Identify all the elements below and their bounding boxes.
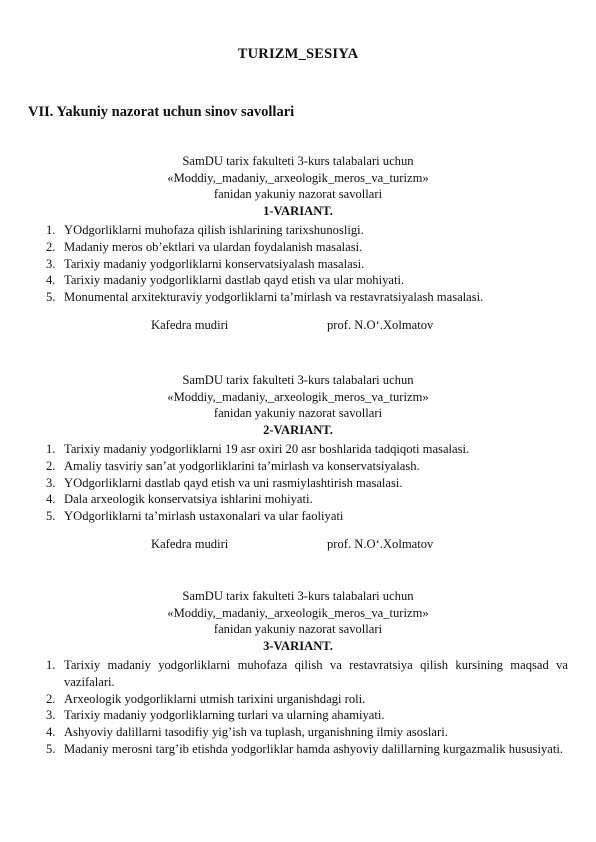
variant-label: 2-VARIANT.	[263, 422, 333, 437]
header-line: fanidan yakuniy nazorat savollari	[213, 187, 383, 201]
question-number: 4.	[46, 492, 56, 507]
question-text: Arxeologik yodgorliklarni utmish tarixini urganishdagi roli.	[64, 691, 366, 706]
question-list	[0, 441, 596, 525]
question-number: 3.	[46, 256, 56, 271]
question-item	[0, 222, 596, 239]
question-item	[0, 691, 596, 708]
question-text: Tarixiy madaniy yodgorliklarni 19 asr oxiri 20 asr boshlarida tadqiqoti masalasi.	[64, 442, 470, 456]
question-text: Madaniy merosni targ’ib etishda yodgorliklar hamda ashyoviy dalillarning kurgazmalik hususiyati.	[64, 741, 563, 756]
question-item	[0, 289, 596, 306]
question-number: 5.	[46, 290, 56, 305]
header-line: SamDU tarix fakulteti 3-kurs talabalari uchun	[182, 589, 414, 603]
signature-name: prof. N.O‘.Xolmatov	[327, 317, 434, 332]
question-number: 2.	[46, 458, 56, 473]
question-text: Tarixiy madaniy yodgorliklarni konservatsiyalash masalasi.	[64, 256, 365, 271]
question-number: 5.	[46, 509, 56, 524]
question-number: 2.	[46, 239, 56, 254]
question-number: 4.	[46, 725, 56, 740]
variant-label: 1-VARIANT.	[263, 203, 333, 218]
question-text: Amaliy tasviriy san’at yodgorliklarini ta’mirlash va konservatsiyalash.	[64, 458, 420, 473]
question-number: 4.	[46, 273, 56, 288]
signature-line	[0, 318, 596, 336]
variant-2-block	[0, 372, 596, 555]
header-line: SamDU tarix fakulteti 3-kurs talabalari uchun	[182, 373, 414, 387]
question-number: 1.	[46, 442, 56, 456]
question-text: Tarixiy madaniy yodgorliklarning turlari va ularning ahamiyati.	[64, 708, 385, 723]
variant-1-block	[0, 153, 596, 336]
question-list	[0, 222, 596, 306]
variant-1-header	[0, 153, 596, 219]
question-text: Tarixiy madaniy yodgorliklarni dastlab qayd etish va ular mohiyati.	[64, 273, 405, 288]
header-line: «Moddiy,_madaniy,_arxeologik_meros_va_turizm»	[167, 605, 429, 620]
document-title: TURIZM_SESIYA	[237, 46, 359, 62]
question-number: 2.	[46, 691, 56, 706]
signature-line	[0, 537, 596, 555]
question-item	[0, 458, 596, 475]
question-text: YOdgorliklarni ta’mirlash ustaxonalari va ular faoliyati	[64, 509, 344, 524]
question-text: Monumental arxitekturaviy yodgorliklarni ta’mirlash va restavratsiyalash masalasi.	[64, 290, 484, 305]
header-line: SamDU tarix fakulteti 3-kurs talabalari uchun	[182, 154, 414, 168]
question-item	[0, 272, 596, 289]
question-item	[0, 475, 596, 492]
question-item	[0, 741, 596, 758]
header-line: fanidan yakuniy nazorat savollari	[213, 406, 383, 420]
header-line: fanidan yakuniy nazorat savollari	[213, 622, 383, 636]
question-text: Tarixiy madaniy yodgorliklarni muhofaza qilish va restavratsiya qilish kursining maqsad va vazifalari.	[64, 658, 568, 689]
question-number: 3.	[46, 475, 56, 490]
question-list	[0, 657, 596, 758]
variant-3-header	[0, 588, 596, 654]
question-number: 5.	[46, 741, 56, 756]
question-text: Dala arxeologik konservatsiya ishlarini mohiyati.	[64, 492, 313, 507]
question-text: YOdgorliklarni dastlab qayd etish va uni rasmiylashtirish masalasi.	[64, 475, 403, 490]
question-item	[0, 491, 596, 508]
question-item	[0, 657, 596, 691]
variant-3-block	[0, 588, 596, 758]
question-item	[0, 441, 596, 458]
signature-name: prof. N.O‘.Xolmatov	[327, 536, 434, 551]
header-line: «Moddiy,_madaniy,_arxeologik_meros_va_turizm»	[167, 389, 429, 404]
question-number: 1.	[46, 223, 56, 237]
variant-label: 3-VARIANT.	[263, 638, 333, 653]
question-text: Ashyoviy dalillarni tasodifiy yig’ish va tuplash, urganishning ilmiy asoslari.	[64, 725, 448, 740]
variant-2-header	[0, 372, 596, 438]
question-item	[0, 724, 596, 741]
question-item	[0, 256, 596, 273]
question-number: 1.	[46, 658, 56, 672]
signature-role: Kafedra mudiri	[151, 536, 229, 551]
question-item	[0, 508, 596, 525]
section-heading: VII. Yakuniy nazorat uchun sinov savollari	[28, 104, 295, 120]
question-text: YOdgorliklarni muhofaza qilish ishlarining tarixshunosligi.	[64, 223, 364, 237]
question-text: Madaniy meros ob’ektlari va ulardan foydalanish masalasi.	[64, 239, 363, 254]
signature-role: Kafedra mudiri	[151, 317, 229, 332]
header-line: «Moddiy,_madaniy,_arxeologik_meros_va_turizm»	[167, 170, 429, 185]
question-number: 3.	[46, 708, 56, 723]
question-item	[0, 707, 596, 724]
question-item	[0, 239, 596, 256]
